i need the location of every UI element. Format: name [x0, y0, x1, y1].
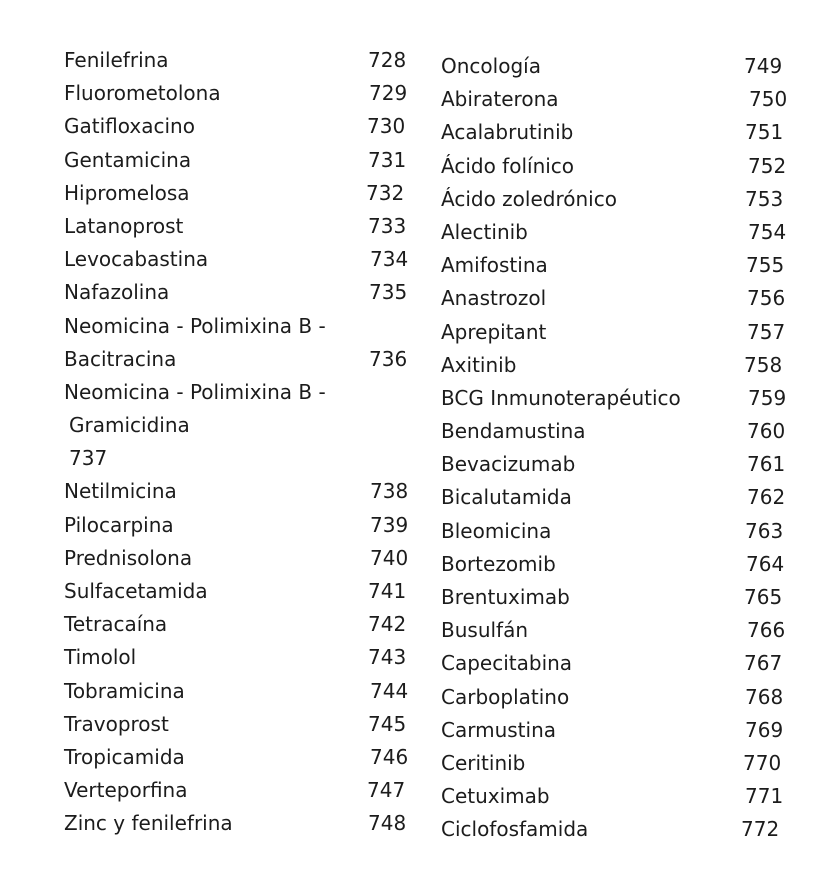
- entry-page: 747: [367, 778, 406, 803]
- entry-name: Axitinib: [441, 352, 517, 377]
- entry-page: 765: [744, 585, 783, 609]
- index-entry: [441, 349, 793, 382]
- entry-name: Neomicina - Polimixina B -: [64, 313, 326, 338]
- entry-name: 737: [69, 446, 108, 471]
- index-entry: [64, 144, 416, 177]
- index-entry: [64, 44, 416, 77]
- entry-page: 751: [745, 120, 784, 145]
- entry-name: Carmustina: [441, 717, 556, 742]
- index-entry: [64, 641, 416, 674]
- index-entry: [441, 813, 793, 846]
- index-entry: [441, 50, 793, 83]
- index-entry: [441, 183, 793, 216]
- entry-name: Abiraterona: [441, 87, 559, 112]
- index-entry: [441, 714, 793, 747]
- entry-name: Gramicidina: [69, 413, 190, 438]
- entry-name: Brentuximab: [441, 585, 570, 609]
- entry-name: Capecitabina: [441, 651, 573, 676]
- index-entry: [64, 343, 416, 376]
- index-entry: [441, 382, 793, 415]
- entry-name: Timolol: [64, 645, 137, 670]
- entry-page: 755: [746, 253, 785, 278]
- entry-name: Nafazolina: [64, 280, 170, 305]
- entry-name: Ácido zoledrónico: [441, 186, 617, 211]
- entry-page: 767: [744, 651, 783, 676]
- index-entry: [441, 481, 793, 514]
- entry-page: 736: [369, 346, 408, 371]
- entry-page: 758: [744, 352, 783, 377]
- index-entry: [64, 243, 416, 276]
- entry-name: Bleomicina: [441, 518, 552, 543]
- entry-name: Ciclofosfamida: [441, 817, 589, 842]
- entry-page: 768: [745, 684, 784, 709]
- entry-name: Hipromelosa: [64, 180, 190, 205]
- index-entry: [64, 741, 416, 774]
- index-entry: [441, 249, 793, 282]
- index-entry: [64, 210, 416, 243]
- entry-page: 762: [747, 485, 786, 510]
- entry-name: Tobramicina: [64, 678, 185, 703]
- entry-name: Bortezomib: [441, 551, 556, 576]
- entry-name: Tropicamida: [64, 744, 185, 769]
- entry-name: Alectinib: [441, 219, 528, 244]
- entry-name: Latanoprost: [64, 213, 184, 238]
- entry-page: 734: [370, 247, 409, 272]
- entry-name: Fluorometolona: [64, 81, 221, 106]
- index-left-column: [64, 44, 416, 841]
- entry-name: Travoprost: [64, 711, 169, 736]
- entry-name: Anastrozol: [441, 286, 547, 311]
- entry-page: 740: [370, 545, 409, 570]
- index-entry: [441, 780, 793, 813]
- entry-page: 729: [369, 81, 408, 106]
- entry-name: Cetuximab: [441, 784, 550, 809]
- entry-page: 769: [745, 717, 784, 742]
- index-entry: [441, 116, 793, 149]
- entry-name: Tetracaína: [64, 612, 168, 637]
- index-entry: [64, 409, 416, 442]
- entry-page: 748: [368, 811, 407, 836]
- entry-page: 763: [745, 518, 784, 543]
- index-entry: [64, 509, 416, 542]
- index-entry: [64, 442, 416, 475]
- entry-page: 739: [370, 512, 409, 537]
- entry-page: 771: [745, 784, 784, 809]
- index-entry: [441, 83, 793, 116]
- entry-name: Aprepitant: [441, 319, 547, 344]
- entry-page: 728: [368, 48, 407, 72]
- index-entry: [64, 575, 416, 608]
- entry-page: 742: [368, 612, 407, 637]
- index-entry: [441, 515, 793, 548]
- entry-page: 766: [747, 618, 786, 643]
- entry-page: 745: [368, 711, 407, 736]
- index-entry: [441, 448, 793, 481]
- index-entry: [441, 282, 793, 315]
- entry-name: Ácido folínico: [441, 153, 575, 178]
- entry-page: 772: [741, 817, 780, 842]
- index-entry: [64, 310, 416, 343]
- entry-page: 764: [746, 551, 785, 576]
- index-entry: [64, 276, 416, 309]
- index-entry: [64, 542, 416, 575]
- entry-page: 754: [748, 219, 787, 244]
- index-entry: [441, 581, 793, 614]
- entry-name: Gentamicina: [64, 147, 192, 172]
- entry-name: Busulfán: [441, 618, 529, 643]
- index-entry: [64, 675, 416, 708]
- entry-page: 730: [367, 114, 406, 139]
- entry-name: Sulfacetamida: [64, 579, 208, 603]
- index-entry: [64, 77, 416, 110]
- entry-name: Carboplatino: [441, 684, 570, 709]
- entry-name: Ceritinib: [441, 750, 526, 775]
- index-right-column: [441, 50, 793, 847]
- entry-page: 743: [368, 645, 407, 670]
- entry-name: Acalabrutinib: [441, 120, 574, 145]
- entry-page: 761: [747, 452, 786, 477]
- entry-page: 752: [748, 153, 787, 178]
- index-entry: [441, 415, 793, 448]
- entry-page: 746: [370, 744, 409, 769]
- index-entry: [64, 177, 416, 210]
- entry-page: 760: [747, 419, 786, 444]
- entry-name: Bicalutamida: [441, 485, 572, 510]
- entry-name: Bacitracina: [64, 346, 177, 371]
- entry-page: 749: [744, 54, 783, 78]
- index-entry: [64, 807, 416, 840]
- index-entry: [64, 110, 416, 143]
- entry-name: Levocabastina: [64, 247, 209, 272]
- index-entry: [64, 475, 416, 508]
- index-entry: [64, 708, 416, 741]
- entry-name: Zinc y fenilefrina: [64, 811, 233, 836]
- entry-page: 741: [368, 579, 407, 603]
- entry-name: Neomicina - Polimixina B -: [64, 379, 326, 404]
- index-entry: [64, 376, 416, 409]
- index-entry: [441, 150, 793, 183]
- index-entry: [441, 681, 793, 714]
- index-entry: [64, 774, 416, 807]
- entry-name: Netilmicina: [64, 479, 177, 504]
- index-entry: [441, 216, 793, 249]
- entry-page: 735: [369, 280, 408, 305]
- index-entry: [441, 614, 793, 647]
- index-entry: [441, 316, 793, 349]
- entry-name: Amifostina: [441, 253, 548, 278]
- entry-name: Fenilefrina: [64, 48, 169, 72]
- entry-name: Bevacizumab: [441, 452, 576, 477]
- entry-page: 750: [749, 87, 788, 112]
- entry-page: 731: [368, 147, 407, 172]
- entry-page: 757: [747, 319, 786, 344]
- entry-name: Oncología: [441, 54, 541, 78]
- entry-name: Gatifloxacino: [64, 114, 195, 139]
- index-entry: [441, 747, 793, 780]
- entry-page: 753: [745, 186, 784, 211]
- entry-name: Prednisolona: [64, 545, 193, 570]
- entry-page: 733: [368, 213, 407, 238]
- entry-page: 756: [747, 286, 786, 311]
- entry-name: Pilocarpina: [64, 512, 174, 537]
- entry-page: 744: [370, 678, 409, 703]
- entry-page: 732: [366, 180, 405, 205]
- entry-page: 759: [748, 385, 787, 410]
- entry-name: BCG Inmunoterapéutico: [441, 385, 681, 410]
- entry-page: 770: [743, 750, 782, 775]
- index-entry: [441, 548, 793, 581]
- index-entry: [64, 608, 416, 641]
- index-entry: [441, 647, 793, 680]
- entry-page: 738: [370, 479, 409, 504]
- entry-name: Bendamustina: [441, 419, 586, 444]
- entry-name: Verteporfina: [64, 778, 188, 803]
